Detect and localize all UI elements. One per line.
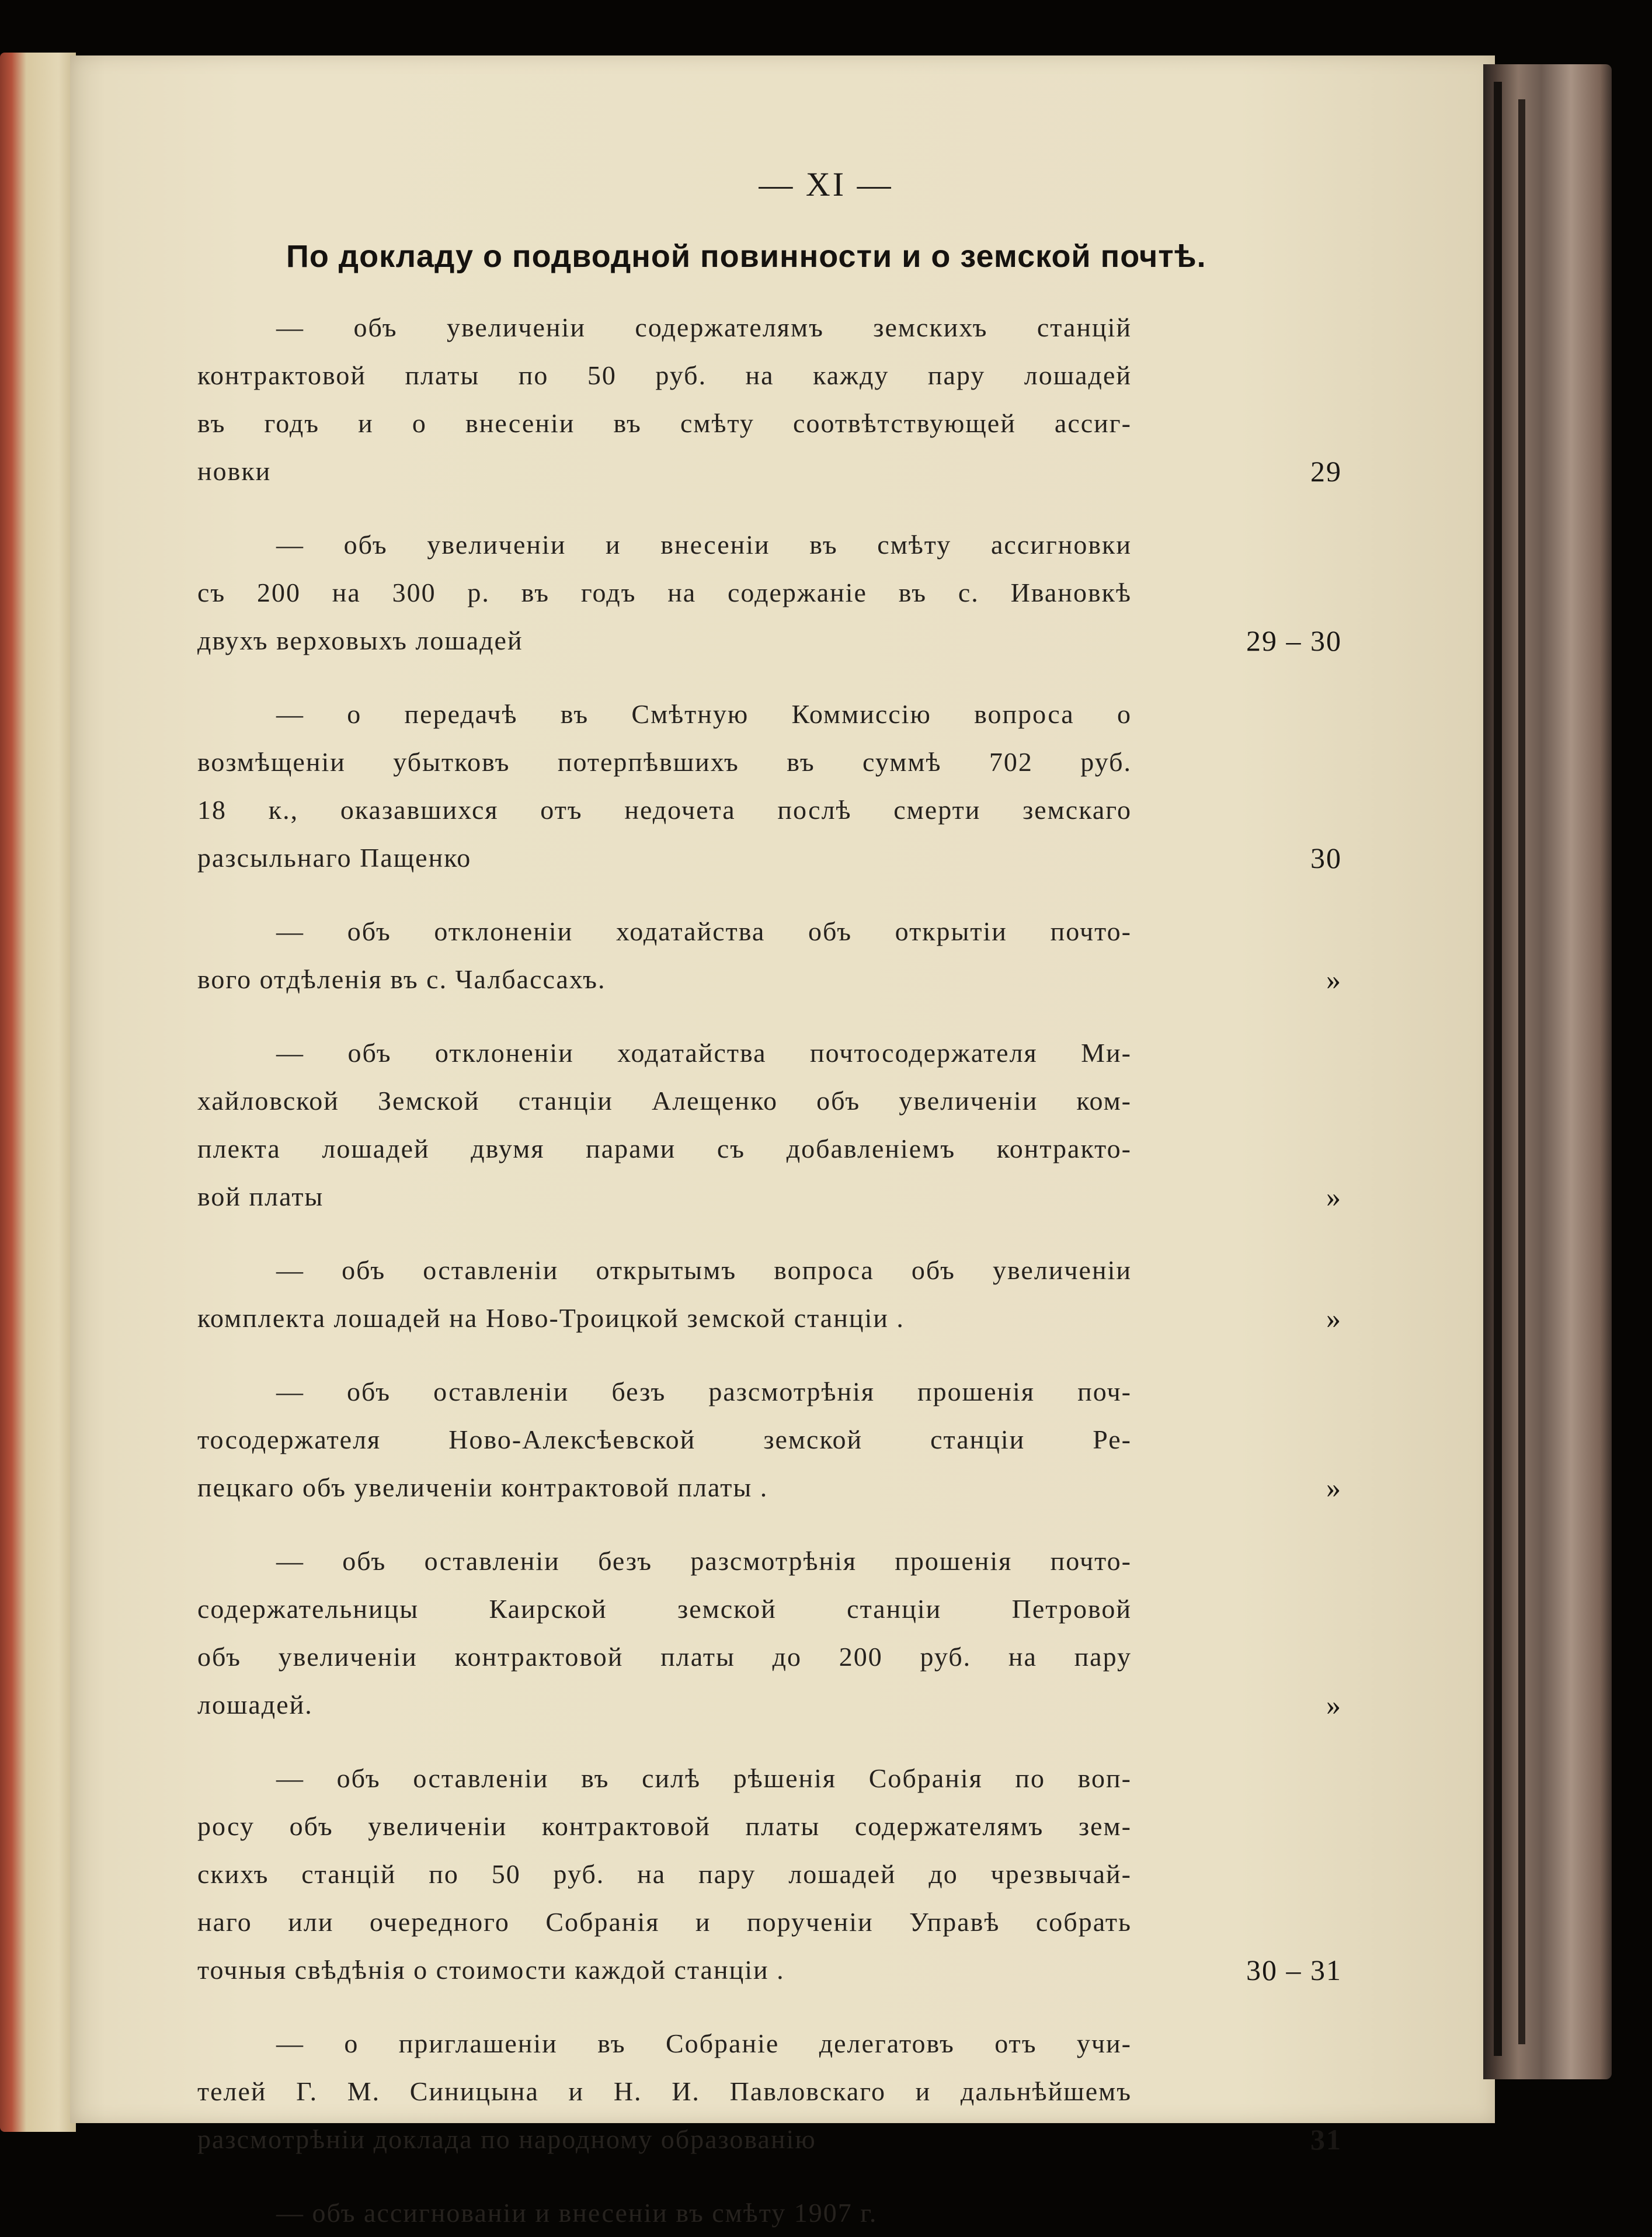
index-entry [197, 1246, 1365, 1342]
entry-text: телей Г. М. Синицына и Н. И. Павловскаго и дальнѣйшемъ [197, 2076, 1132, 2106]
page-reference: » [1326, 1471, 1342, 1504]
entry-line [197, 569, 1365, 617]
index-entry [197, 690, 1365, 882]
page-reference: » [1326, 1302, 1342, 1335]
entry-gap [197, 1221, 1365, 1246]
entry-line [197, 1173, 1365, 1221]
entry-text: комплекта лошадей на Ново-Троицкой земской станцiи . [197, 1303, 905, 1333]
entry-line [197, 1802, 1365, 1850]
index-entry [197, 908, 1365, 1003]
entry-line [197, 1585, 1365, 1633]
entry-text: — о приглашенiи въ Собранiе делегатовъ отъ учи- [276, 2028, 1132, 2058]
facing-page-edge [0, 53, 76, 2132]
entry-text: тосодержателя Ново-Алексѣевской земской станцiи Ре- [197, 1425, 1132, 1454]
entry-line [197, 521, 1365, 569]
entry-text: наго или очередного Собранія и порученiи Управѣ собрать [197, 1907, 1132, 1937]
entry-line [197, 786, 1365, 834]
entry-text: росу объ увеличенiи контрактовой платы содержателямъ зем- [197, 1811, 1132, 1841]
entry-line [197, 1946, 1365, 1994]
entry-line [197, 690, 1365, 738]
entry-line [197, 617, 1365, 665]
running-head: — XI — [759, 165, 893, 203]
entry-line [197, 1416, 1365, 1464]
index-entry [197, 1029, 1365, 1221]
section-title: По докладу о подводной повинности и о земской почтѣ. [286, 239, 1206, 274]
entry-gap [197, 1512, 1365, 1537]
entry-line [197, 352, 1365, 400]
entry-line [197, 1246, 1365, 1294]
page-reference: 29 – 30 [1246, 624, 1342, 657]
entry-text: — объ оставленiи безъ разсмотрѣнія прошенія почто- [276, 1546, 1132, 1576]
entry-gap [197, 1729, 1365, 1755]
entry-line [197, 1537, 1365, 1585]
entry-text: съ 200 на 300 р. въ годъ на содержанiе въ с. Ивановкѣ [197, 578, 1132, 607]
entry-line [197, 1633, 1365, 1681]
entry-line [197, 1898, 1365, 1946]
entry-line [197, 1294, 1365, 1342]
entry-line [197, 2020, 1365, 2068]
index-entry [197, 521, 1365, 665]
entry-line [197, 1077, 1365, 1125]
entry-text: содержательницы Каирской земской станцiи Петровой [197, 1594, 1132, 1624]
book-cover-edge [1483, 64, 1612, 2079]
entry-line [197, 738, 1365, 786]
entry-line [197, 956, 1365, 1003]
entry-text: хайловской Земской станцiи Алещенко объ увеличенiи ком- [197, 1086, 1132, 1116]
entry-text: скихъ станцiй по 50 руб. на пару лошадей до чрезвычай- [197, 1859, 1132, 1889]
index-entry [197, 1755, 1365, 1994]
index-entry [197, 2189, 1365, 2237]
entry-gap [197, 2163, 1365, 2189]
entry-gap [197, 665, 1365, 690]
entry-text: вой платы [197, 1182, 324, 1211]
entry-text: — объ оставленiи открытымъ вопроса объ увеличенiи [276, 1255, 1132, 1285]
index-entry [197, 2020, 1365, 2163]
entry-text: — объ увеличенiи содержателямъ земскихъ станцій [276, 312, 1132, 342]
entry-line [197, 1125, 1365, 1173]
entry-gap [197, 1003, 1365, 1029]
entry-text: — объ ассигнованiи и внесенiи въ смѣту 1907 г. [276, 2198, 878, 2228]
entry-text: пецкаго объ увеличенiи контрактовой платы . [197, 1472, 768, 1502]
entry-line [197, 1850, 1365, 1898]
entry-text: — о передачѣ въ Смѣтную Коммиссiю вопроса о [276, 699, 1132, 729]
page-reference: 29 [1310, 455, 1342, 488]
entry-line [197, 447, 1365, 495]
entry-line [197, 304, 1365, 352]
entry-text: точныя свѣдѣнія о стоимости каждой станцiи . [197, 1955, 785, 1985]
entry-line [197, 1029, 1365, 1077]
entry-text: — объ оставленiи безъ разсмотрѣнія прошенія поч- [276, 1377, 1132, 1406]
page-reference: 31 [1310, 2123, 1342, 2156]
entry-text: возмѣщенiи убытковъ потерпѣвшихъ въ суммѣ 702 руб. [197, 747, 1132, 777]
entry-text: — объ увеличенiи и внесенiи въ смѣту ассигновки [276, 530, 1132, 560]
entry-gap [197, 1994, 1365, 2020]
index-entry [197, 1368, 1365, 1512]
entry-line [197, 400, 1365, 447]
entry-gap [197, 495, 1365, 521]
index-entry [197, 1537, 1365, 1729]
entry-line [197, 2116, 1365, 2163]
entry-text: 18 к., оказавшихся отъ недочета послѣ смерти земскаго [197, 795, 1132, 825]
entry-line [197, 908, 1365, 956]
page-reference: » [1326, 963, 1342, 996]
page-reference: 30 – 31 [1246, 1954, 1342, 1986]
entry-text: въ годъ и о внесенiи въ смѣту соотвѣтствующей ассиг- [197, 408, 1132, 438]
entry-text: новки [197, 456, 272, 486]
entry-line [197, 2068, 1365, 2116]
entry-gap [197, 882, 1365, 908]
index-entry [197, 304, 1365, 495]
entry-line [197, 1681, 1365, 1729]
entry-text: вого отдѣленія въ с. Чалбассахъ. [197, 964, 606, 994]
entry-text: разсыльнаго Пащенко [197, 843, 472, 873]
entry-gap [197, 1342, 1365, 1368]
index-entries [197, 304, 1365, 2237]
entry-line [197, 1368, 1365, 1416]
page-reference: 30 [1310, 842, 1342, 874]
entry-text: лошадей. [197, 1690, 313, 1720]
entry-text: плекта лошадей двумя парами съ добавленiемъ контракто- [197, 1134, 1132, 1163]
entry-line [197, 2189, 1365, 2237]
entry-text: объ увеличенiи контрактовой платы до 200 руб. на пару [197, 1642, 1132, 1672]
entry-text: — объ отклоненiи ходатайства объ открытiи почто- [276, 916, 1132, 946]
page-reference: » [1326, 1689, 1342, 1721]
entry-line [197, 1755, 1365, 1802]
entry-text: контрактовой платы по 50 руб. на кажду пару лошадей [197, 360, 1132, 390]
entry-line [197, 834, 1365, 882]
entry-line [197, 1464, 1365, 1512]
entry-text: разсмотрѣнiи доклада по народному образованiю [197, 2124, 816, 2154]
entry-text: двухъ верховыхъ лошадей [197, 626, 523, 655]
page-reference: » [1326, 1180, 1342, 1213]
entry-text: — объ отклоненiи ходатайства почтосодержателя Ми- [276, 1038, 1132, 1068]
entry-text: — объ оставленiи въ силѣ рѣшенія Собранія по воп- [276, 1763, 1132, 1793]
